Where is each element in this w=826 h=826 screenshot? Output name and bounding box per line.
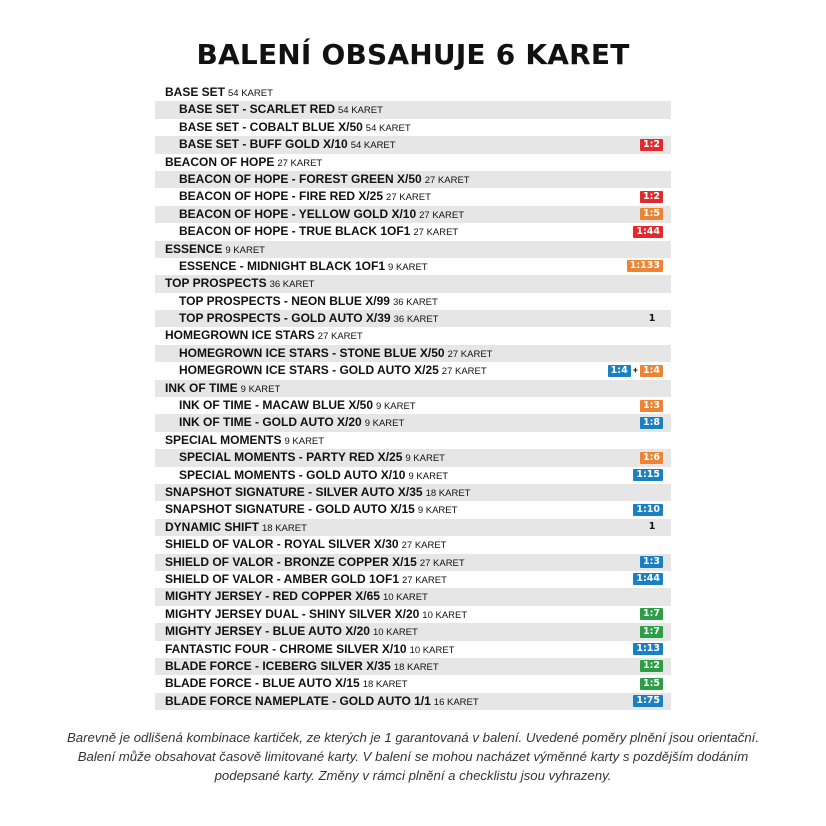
card-set-name: TOP PROSPECTS - GOLD AUTO X/39 xyxy=(179,311,391,326)
card-set-name: SPECIAL MOMENTS - GOLD AUTO X/10 xyxy=(179,467,406,482)
card-row xyxy=(155,519,671,536)
card-count: 36 KARET xyxy=(269,279,315,291)
card-count: 27 KARET xyxy=(317,331,363,343)
card-row xyxy=(155,84,671,101)
card-set-name: DYNAMIC SHIFT xyxy=(165,519,259,534)
card-row-text xyxy=(155,311,439,325)
card-row-text xyxy=(155,172,470,186)
card-row-text xyxy=(155,415,404,429)
card-row xyxy=(155,380,671,397)
card-count: 54 KARET xyxy=(338,105,383,117)
card-row xyxy=(155,258,671,275)
card-row-text xyxy=(155,468,448,482)
odds-badges xyxy=(641,521,663,534)
odds-badge: 1:13 xyxy=(633,643,663,655)
card-count: 27 KARET xyxy=(386,192,431,204)
card-row xyxy=(155,275,671,292)
card-count: 27 KARET xyxy=(424,174,470,186)
card-set-name: TOP PROSPECTS - NEON BLUE X/99 xyxy=(179,293,390,308)
card-row xyxy=(155,449,671,466)
card-row-text xyxy=(155,155,322,169)
card-set-name: SPECIAL MOMENTS - PARTY RED X/25 xyxy=(179,450,403,465)
card-set-name: BASE SET - COBALT BLUE X/50 xyxy=(179,119,363,134)
card-count: 16 KARET xyxy=(433,696,479,708)
footnote: Barevně je odlišená kombinace kartiček, ze kterých je 1 garantovaná v balení. Uvedené poměry plnění jsou orientační. Balení může obsahovat časově limitované karty. V balení se mohou nacházet výměnné karty s pozdějším dodáním podepsané karty. Změny v rámci plnění a checklistu jsou vyhrazeny. xyxy=(66,730,759,783)
card-row xyxy=(155,154,671,171)
card-set-name: TOP PROSPECTS xyxy=(165,276,267,291)
card-row xyxy=(155,223,671,240)
odds-badges xyxy=(640,556,663,569)
card-set-name: BLADE FORCE NAMEPLATE - GOLD AUTO 1/1 xyxy=(165,693,431,708)
card-row-text xyxy=(155,137,396,151)
card-set-name: BEACON OF HOPE - TRUE BLACK 1OF1 xyxy=(179,224,411,239)
card-set-name: BLADE FORCE - BLUE AUTO X/15 xyxy=(165,676,360,691)
card-set-name: ESSENCE - MIDNIGHT BLACK 1OF1 xyxy=(179,258,386,273)
card-set-name: HOMEGROWN ICE STARS xyxy=(165,328,315,343)
card-row-text xyxy=(155,502,457,516)
card-row xyxy=(155,345,671,362)
card-row xyxy=(155,119,671,136)
card-count: 27 KARET xyxy=(402,574,447,586)
card-count: 9 KARET xyxy=(405,453,445,465)
card-row-text xyxy=(155,398,416,412)
card-set-name: INK OF TIME - MACAW BLUE X/50 xyxy=(179,398,374,413)
odds-badges xyxy=(640,208,663,221)
card-row xyxy=(155,136,671,153)
card-list xyxy=(155,84,671,710)
odds-badge: 1:3 xyxy=(640,400,663,412)
card-row-text xyxy=(155,694,479,708)
odds-badges xyxy=(627,260,663,273)
card-count: 27 KARET xyxy=(419,557,465,569)
odds-badges xyxy=(640,608,663,621)
card-row-text xyxy=(155,224,458,238)
card-row-text xyxy=(155,607,467,621)
card-count: 9 KARET xyxy=(376,401,416,413)
card-set-name: BLADE FORCE - ICEBERG SILVER X/35 xyxy=(165,658,391,673)
card-set-name: BASE SET xyxy=(165,85,226,99)
card-row-text xyxy=(155,555,465,569)
card-row-text xyxy=(155,624,418,638)
card-count: 27 KARET xyxy=(419,209,465,221)
card-count: 36 KARET xyxy=(392,296,438,308)
odds-badges xyxy=(641,312,663,325)
card-row xyxy=(155,484,671,501)
card-set-name: BEACON OF HOPE xyxy=(165,154,275,169)
odds-badges xyxy=(640,416,663,429)
card-count: 9 KARET xyxy=(364,418,405,430)
card-count: 27 KARET xyxy=(447,348,493,360)
odds-badges xyxy=(633,225,663,238)
card-count: 18 KARET xyxy=(425,487,471,499)
odds-badge: 1:7 xyxy=(640,608,663,620)
card-count: 54 KARET xyxy=(350,140,396,152)
card-row-text xyxy=(155,363,487,377)
odds-badge: 1:5 xyxy=(640,678,663,690)
odds-badge: 1:75 xyxy=(633,695,663,707)
card-set-name: BASE SET - BUFF GOLD X/10 xyxy=(179,137,348,152)
card-row xyxy=(155,432,671,449)
odds-badge: 1:44 xyxy=(633,573,663,585)
card-set-name: MIGHTY JERSEY DUAL - SHINY SILVER X/20 xyxy=(165,606,420,621)
card-row-text xyxy=(155,259,428,273)
odds-badges xyxy=(608,364,663,377)
card-row-text xyxy=(155,659,439,673)
card-count: 10 KARET xyxy=(382,592,428,604)
card-row xyxy=(155,397,671,414)
card-set-name: INK OF TIME - GOLD AUTO X/20 xyxy=(179,415,362,430)
odds-badges xyxy=(633,573,663,586)
card-set-name: BEACON OF HOPE - FOREST GREEN X/50 xyxy=(179,171,422,186)
card-row xyxy=(155,310,671,327)
card-row xyxy=(155,623,671,640)
card-set-name: BEACON OF HOPE - FIRE RED X/25 xyxy=(179,189,384,204)
card-count: 27 KARET xyxy=(401,540,447,552)
card-count: 9 KARET xyxy=(225,244,265,256)
card-count: 9 KARET xyxy=(417,505,458,517)
card-count: 9 KARET xyxy=(408,470,449,482)
card-row-text xyxy=(155,346,492,360)
card-count: 54 KARET xyxy=(228,88,273,99)
odds-badge: 1:15 xyxy=(633,469,663,481)
card-set-name: SNAPSHOT SIGNATURE - SILVER AUTO X/35 xyxy=(165,484,423,499)
card-count: 27 KARET xyxy=(441,366,487,378)
card-row xyxy=(155,536,671,553)
card-row xyxy=(155,171,671,188)
card-row-text xyxy=(155,676,408,690)
card-set-name: SHIELD OF VALOR - AMBER GOLD 1OF1 xyxy=(165,571,400,586)
card-row-text xyxy=(155,381,280,395)
odds-badge: 1:4 xyxy=(640,365,663,377)
card-row xyxy=(155,501,671,518)
card-row xyxy=(155,414,671,431)
odds-badges xyxy=(633,695,663,708)
odds-badge: 1:2 xyxy=(640,191,663,203)
odds-badge: 1:2 xyxy=(640,660,663,672)
card-set-name: SHIELD OF VALOR - BRONZE COPPER X/15 xyxy=(165,554,417,569)
card-row xyxy=(155,188,671,205)
card-set-name: INK OF TIME xyxy=(165,380,238,395)
card-row xyxy=(155,693,671,710)
card-row-text xyxy=(155,589,428,603)
card-count: 36 KARET xyxy=(393,314,439,326)
odds-badge: 1:5 xyxy=(640,208,663,220)
card-count: 27 KARET xyxy=(413,227,459,239)
odds-badges xyxy=(640,660,663,673)
card-row-text xyxy=(155,450,445,464)
odds-badge: 1:8 xyxy=(640,417,663,429)
page-title: BALENÍ OBSAHUJE 6 KARET xyxy=(196,38,630,71)
card-row-text xyxy=(155,537,447,551)
card-row xyxy=(155,675,671,692)
card-count: 9 KARET xyxy=(388,261,428,273)
odds-badges xyxy=(633,503,663,516)
card-row-text xyxy=(155,433,324,447)
card-count: 18 KARET xyxy=(393,661,439,673)
card-row-text xyxy=(155,85,273,99)
odds-badges xyxy=(640,451,663,464)
card-row xyxy=(155,641,671,658)
card-count: 9 KARET xyxy=(240,383,281,395)
card-set-name: BEACON OF HOPE - YELLOW GOLD X/10 xyxy=(179,206,417,221)
odds-badge: 1:6 xyxy=(640,452,663,464)
card-count: 10 KARET xyxy=(372,627,418,639)
card-row xyxy=(155,206,671,223)
card-set-name: HOMEGROWN ICE STARS - GOLD AUTO X/25 xyxy=(179,363,439,378)
card-row xyxy=(155,293,671,310)
odds-badges xyxy=(633,643,663,656)
odds-badge: 1:4 xyxy=(608,365,631,377)
odds-badge: 1:133 xyxy=(627,260,663,272)
card-count: 10 KARET xyxy=(422,609,468,621)
odds-badge: 1:10 xyxy=(633,504,663,516)
card-set-name: HOMEGROWN ICE STARS - STONE BLUE X/50 xyxy=(179,345,445,360)
card-set-name: MIGHTY JERSEY - BLUE AUTO X/20 xyxy=(165,624,370,639)
card-row-text xyxy=(155,642,454,656)
card-set-name: FANTASTIC FOUR - CHROME SILVER X/10 xyxy=(165,641,407,656)
card-row-text xyxy=(155,520,307,534)
odds-badges xyxy=(640,138,663,151)
odds-badges xyxy=(640,190,663,203)
card-row xyxy=(155,467,671,484)
card-set-name: SHIELD OF VALOR - ROYAL SILVER X/30 xyxy=(165,537,399,552)
card-count: 18 KARET xyxy=(362,679,408,691)
card-row-text xyxy=(155,102,383,116)
card-count: 9 KARET xyxy=(284,435,325,447)
card-count: 18 KARET xyxy=(262,522,307,534)
card-row-text xyxy=(155,189,431,203)
card-row xyxy=(155,554,671,571)
odds-badge: 1:3 xyxy=(640,556,663,568)
card-row-text xyxy=(155,328,363,342)
card-row xyxy=(155,362,671,379)
odds-badges xyxy=(640,399,663,412)
card-count: 54 KARET xyxy=(365,122,411,134)
plus-separator: + xyxy=(632,365,638,376)
card-row xyxy=(155,606,671,623)
card-row-text xyxy=(155,120,411,134)
card-row xyxy=(155,571,671,588)
odds-badge: 1:44 xyxy=(633,226,663,238)
card-set-name: ESSENCE xyxy=(165,241,223,256)
card-row-text xyxy=(155,485,470,499)
odds-badge: 1:7 xyxy=(640,626,663,638)
card-row xyxy=(155,101,671,118)
card-set-name: MIGHTY JERSEY - RED COPPER X/65 xyxy=(165,589,380,604)
card-row xyxy=(155,241,671,258)
odds-badge: 1:2 xyxy=(640,139,663,151)
odds-badge: 1 xyxy=(648,521,656,533)
card-count: 10 KARET xyxy=(409,644,455,656)
card-row xyxy=(155,658,671,675)
card-set-name: SNAPSHOT SIGNATURE - GOLD AUTO X/15 xyxy=(165,502,415,517)
card-set-name: SPECIAL MOMENTS xyxy=(165,432,282,447)
card-set-name: BASE SET - SCARLET RED xyxy=(179,102,336,117)
card-row-text xyxy=(155,572,447,586)
card-row-text xyxy=(155,207,464,221)
card-row xyxy=(155,588,671,605)
card-row-text xyxy=(155,294,438,308)
odds-badges xyxy=(640,625,663,638)
card-row-text xyxy=(155,276,314,290)
card-row xyxy=(155,327,671,344)
odds-badge: 1 xyxy=(648,312,656,324)
card-row-text xyxy=(155,242,265,256)
card-count: 27 KARET xyxy=(277,157,323,169)
odds-badges xyxy=(640,677,663,690)
odds-badges xyxy=(633,469,663,482)
